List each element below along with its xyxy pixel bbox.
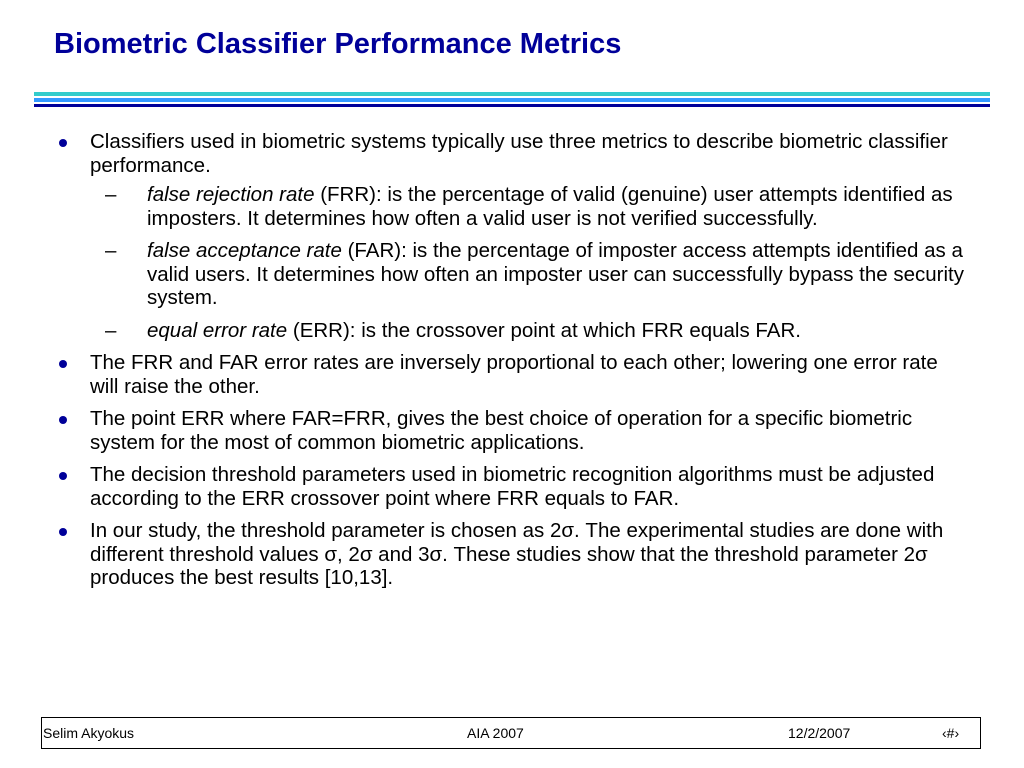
dash-marker: – bbox=[105, 239, 117, 262]
bullet-item bbox=[0, 463, 970, 510]
bullet-dot-icon bbox=[59, 139, 67, 147]
sub-bullet-item bbox=[105, 239, 965, 310]
bullet-item bbox=[0, 407, 970, 454]
bullet-dot-icon bbox=[59, 472, 67, 480]
title-rule-bottom bbox=[34, 104, 990, 107]
sub-bullet-item bbox=[105, 318, 965, 343]
footer-author: Selim Akyokus bbox=[43, 725, 135, 741]
bullet-text: Classifiers used in biometric systems typically use three metrics to describe biometric classifier performance. bbox=[90, 130, 948, 177]
term-err: equal error rate bbox=[147, 318, 288, 342]
slide-footer bbox=[41, 717, 981, 749]
sub-bullet-text: (FRR): is the percentage of valid (genuine) user attempts identified as imposters. It determines how often a valid user is not verified successfully. bbox=[147, 183, 953, 230]
bullet-dot-icon bbox=[59, 528, 67, 536]
bullet-item bbox=[0, 351, 970, 398]
bullet-dot-icon bbox=[59, 416, 67, 424]
sub-bullet-item bbox=[105, 183, 965, 230]
bullet-item bbox=[0, 130, 970, 342]
title-rule-top bbox=[34, 92, 990, 96]
bullet-text: In our study, the threshold parameter is chosen as 2σ. The experimental studies are done with different threshold values σ, 2σ and 3σ. These studies show that the threshold parameter 2σ produces the best results [10,13]. bbox=[90, 519, 944, 589]
term-far: false acceptance rate bbox=[147, 239, 342, 262]
bullet-text: The point ERR where FAR=FRR, gives the best choice of operation for a specific biometric system for the most of common biometric applications. bbox=[90, 407, 913, 454]
bullet-item bbox=[0, 519, 970, 590]
slide-title: Biometric Classifier Performance Metrics bbox=[54, 28, 622, 60]
sub-bullet-text: (FAR): is the percentage of imposter access attempts identified as a valid users. It determines how often an imposter user can successfully bypass the security system. bbox=[147, 239, 964, 309]
bullet-text: The FRR and FAR error rates are inversely proportional to each other; lowering one error rate will raise the other. bbox=[90, 351, 938, 398]
footer-date: 12/2/2007 bbox=[788, 725, 851, 741]
footer-event: AIA 2007 bbox=[467, 725, 524, 741]
footer-page-number: ‹#› bbox=[942, 725, 960, 741]
bullet-list bbox=[0, 130, 1000, 599]
title-rule-middle bbox=[34, 98, 990, 102]
bullet-dot-icon bbox=[59, 360, 67, 368]
bullet-text: The decision threshold parameters used in biometric recognition algorithms must be adjusted according to the ERR crossover point where FRR equals to FAR. bbox=[90, 463, 935, 510]
dash-marker: – bbox=[105, 183, 117, 206]
dash-marker: – bbox=[105, 318, 117, 342]
sub-bullet-list bbox=[90, 183, 970, 342]
sub-bullet-text: (ERR): is the crossover point at which FRR equals FAR. bbox=[287, 318, 801, 342]
term-frr: false rejection rate bbox=[147, 183, 315, 206]
